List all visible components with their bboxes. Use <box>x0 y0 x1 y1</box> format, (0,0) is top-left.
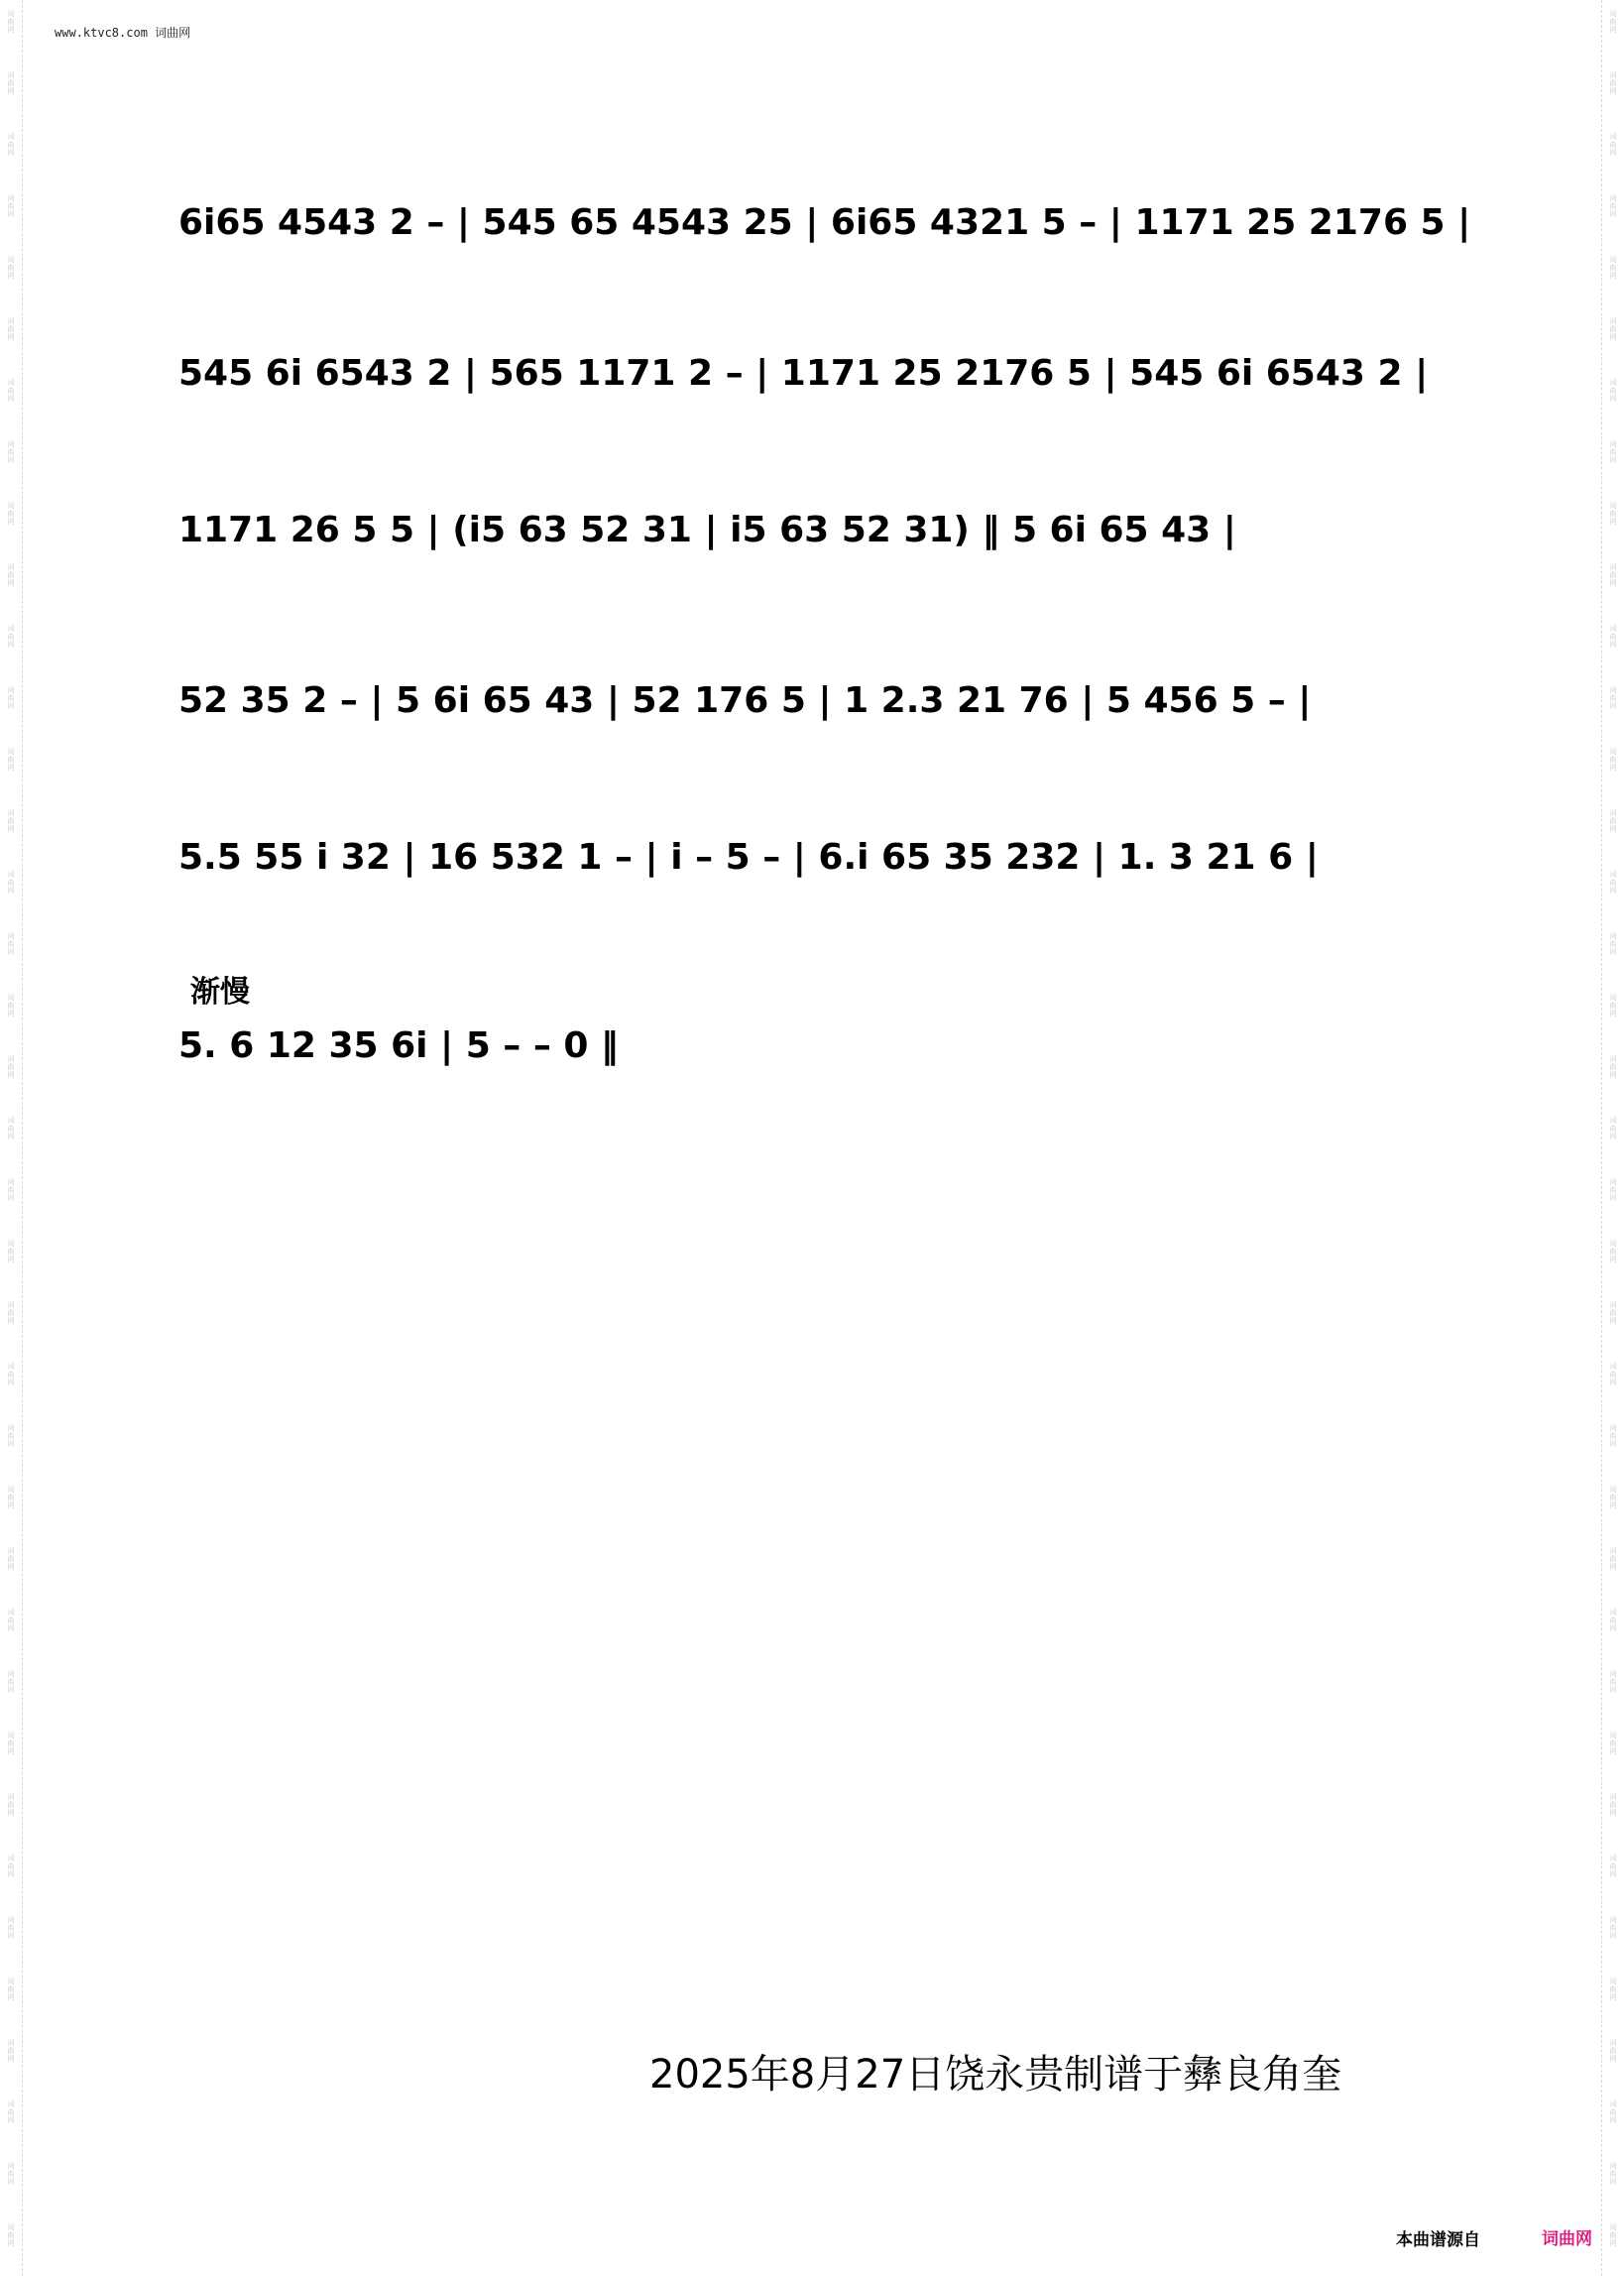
margin-watermark-glyph: 词 曲 网 <box>1609 1424 1617 1448</box>
margin-watermark-glyph: 词 曲 网 <box>1609 1055 1617 1079</box>
footer-source-label: 本曲谱源自 <box>1396 2230 1480 2250</box>
score-line-5-text: 5.5 55 i 32 | 16 532 1 – | i – 5 – | 6.i 65 35 232 | 1. 3 21 6 | <box>178 837 1319 878</box>
margin-watermark-glyph: 词 曲 网 <box>7 2223 15 2247</box>
margin-watermark-glyph: 词 曲 网 <box>7 1301 15 1325</box>
margin-watermark-glyph: 词 曲 网 <box>7 71 15 95</box>
margin-watermark-glyph: 词 曲 网 <box>7 625 15 649</box>
margin-watermark-glyph: 词 曲 网 <box>1609 2100 1617 2124</box>
margin-watermark-glyph: 词 曲 网 <box>7 1793 15 1817</box>
margin-watermark-glyph: 词 曲 网 <box>7 1670 15 1694</box>
margin-watermark-glyph: 词 曲 网 <box>7 1117 15 1140</box>
margin-watermark-glyph: 词 曲 网 <box>1609 2039 1617 2063</box>
margin-watermark-glyph: 词 曲 网 <box>1609 1916 1617 1940</box>
margin-watermark-glyph: 词 曲 网 <box>1609 1486 1617 1509</box>
margin-watermark-glyph: 词 曲 网 <box>7 440 15 464</box>
margin-watermark-glyph: 词 曲 网 <box>1609 1301 1617 1325</box>
score-line-6-text: 5. 6 12 35 6i | 5 – – 0 ‖ <box>178 1025 619 1066</box>
margin-watermark-glyph: 词 曲 网 <box>1609 1732 1617 1755</box>
score-line-5 <box>178 833 1457 932</box>
margin-watermark-glyph: 词 曲 网 <box>7 379 15 403</box>
margin-watermark-glyph: 词 曲 网 <box>1609 256 1617 280</box>
score-line-6 <box>178 1021 1457 1121</box>
score-line-3-text: 1171 26 5 5 | (i5 63 52 31 | i5 63 52 31) ‖ 5 6i 65 43 | <box>178 510 1236 550</box>
margin-watermark-glyph: 词 曲 网 <box>7 1055 15 1079</box>
margin-watermark-glyph: 词 曲 网 <box>1609 2162 1617 2186</box>
margin-watermark-glyph: 词 曲 网 <box>7 932 15 956</box>
score-line-4-text: 52 35 2 – | 5 6i 65 43 | 52 176 5 | 1 2.3 21 76 | 5 456 5 – | <box>178 680 1312 721</box>
margin-watermark-glyph: 词 曲 网 <box>1609 1363 1617 1386</box>
margin-watermark-glyph: 词 曲 网 <box>7 1486 15 1509</box>
margin-watermark-glyph: 词 曲 网 <box>7 748 15 772</box>
margin-watermark-glyph: 词 曲 网 <box>1609 133 1617 157</box>
header-site-link[interactable]: www.ktvc8.com 词曲网 <box>55 26 191 40</box>
margin-watermark-glyph: 词 曲 网 <box>1609 1855 1617 1878</box>
margin-watermark-glyph: 词 曲 网 <box>1609 1117 1617 1140</box>
margin-watermark-glyph: 词 曲 网 <box>7 502 15 526</box>
margin-watermark-glyph: 词 曲 网 <box>7 256 15 280</box>
margin-watermark-glyph: 词 曲 网 <box>7 2100 15 2124</box>
margin-watermark-glyph: 词 曲 网 <box>7 1977 15 2001</box>
margin-watermark-glyph: 词 曲 网 <box>1609 625 1617 649</box>
margin-watermark-glyph: 词 曲 网 <box>1609 317 1617 341</box>
margin-watermark-glyph: 词 曲 网 <box>1609 71 1617 95</box>
margin-watermark-glyph: 词 曲 网 <box>1609 440 1617 464</box>
margin-watermark-glyph: 词 曲 网 <box>7 1240 15 1263</box>
margin-watermark-glyph: 词 曲 网 <box>7 809 15 833</box>
margin-watermark-glyph: 词 曲 网 <box>7 1855 15 1878</box>
score-line-1-text: 6i65 4543 2 – | 545 65 4543 25 | 6i65 4321 5 – | 1171 25 2176 5 | <box>178 202 1471 243</box>
margin-watermark-glyph: 词 曲 网 <box>7 1916 15 1940</box>
margin-watermark-glyph: 词 曲 网 <box>7 686 15 710</box>
score-line-2-text: 545 6i 6543 2 | 565 1171 2 – | 1171 25 2176 5 | 545 6i 6543 2 | <box>178 353 1429 394</box>
margin-watermark-glyph: 词 曲 网 <box>7 994 15 1018</box>
margin-watermark-glyph: 词 曲 网 <box>1609 1793 1617 1817</box>
margin-watermark-glyph: 词 曲 网 <box>1609 2223 1617 2247</box>
margin-watermark-glyph: 词 曲 网 <box>7 1363 15 1386</box>
margin-watermark-glyph: 词 曲 网 <box>1609 563 1617 587</box>
margin-watermark-glyph: 词 曲 网 <box>7 1547 15 1571</box>
margin-watermark-glyph: 词 曲 网 <box>7 317 15 341</box>
margin-watermark-glyph: 词 曲 网 <box>7 2039 15 2063</box>
margin-watermark-glyph: 词 曲 网 <box>7 133 15 157</box>
margin-watermark-glyph: 词 曲 网 <box>1609 1609 1617 1632</box>
margin-watermark-glyph: 词 曲 网 <box>1609 194 1617 218</box>
margin-watermark-glyph: 词 曲 网 <box>7 1178 15 1202</box>
margin-watermark-glyph: 词 曲 网 <box>7 10 15 34</box>
margin-watermark-glyph: 词 曲 网 <box>1609 871 1617 895</box>
margin-watermark-glyph: 词 曲 网 <box>1609 809 1617 833</box>
margin-watermark-glyph: 词 曲 网 <box>7 1424 15 1448</box>
margin-watermark-glyph: 词 曲 网 <box>1609 502 1617 526</box>
composer-note: 2025年8月27日饶永贵制谱于彝良角奎 <box>649 2052 1342 2097</box>
margin-watermark-glyph: 词 曲 网 <box>1609 1547 1617 1571</box>
margin-watermark-glyph: 词 曲 网 <box>1609 379 1617 403</box>
margin-watermark-glyph: 词 曲 网 <box>1609 1977 1617 2001</box>
margin-watermark-glyph: 词 曲 网 <box>7 563 15 587</box>
footer-site-link[interactable]: 词曲网 <box>1542 2229 1592 2249</box>
margin-watermark-glyph: 词 曲 网 <box>1609 10 1617 34</box>
margin-watermark-glyph: 词 曲 网 <box>7 1732 15 1755</box>
margin-watermark-glyph: 词 曲 网 <box>7 194 15 218</box>
margin-watermark-glyph: 词 曲 网 <box>1609 1670 1617 1694</box>
margin-watermark-glyph: 词 曲 网 <box>1609 686 1617 710</box>
margin-watermark-glyph: 词 曲 网 <box>1609 932 1617 956</box>
margin-watermark-glyph: 词 曲 网 <box>1609 994 1617 1018</box>
margin-watermark-glyph: 词 曲 网 <box>1609 1240 1617 1263</box>
score-line-4 <box>178 676 1457 776</box>
margin-watermark-glyph: 词 曲 网 <box>7 871 15 895</box>
score-line-1 <box>178 198 1471 298</box>
margin-watermark-glyph: 词 曲 网 <box>1609 748 1617 772</box>
margin-watermark-glyph: 词 曲 网 <box>1609 1178 1617 1202</box>
score-line-3 <box>178 506 1457 605</box>
score-line-2 <box>178 349 1457 448</box>
tempo-mark: 渐慢 <box>190 975 250 1010</box>
right-margin-watermark-strip <box>1601 0 1624 2276</box>
left-margin-watermark-strip <box>0 0 23 2276</box>
margin-watermark-glyph: 词 曲 网 <box>7 2162 15 2186</box>
margin-watermark-glyph: 词 曲 网 <box>7 1609 15 1632</box>
